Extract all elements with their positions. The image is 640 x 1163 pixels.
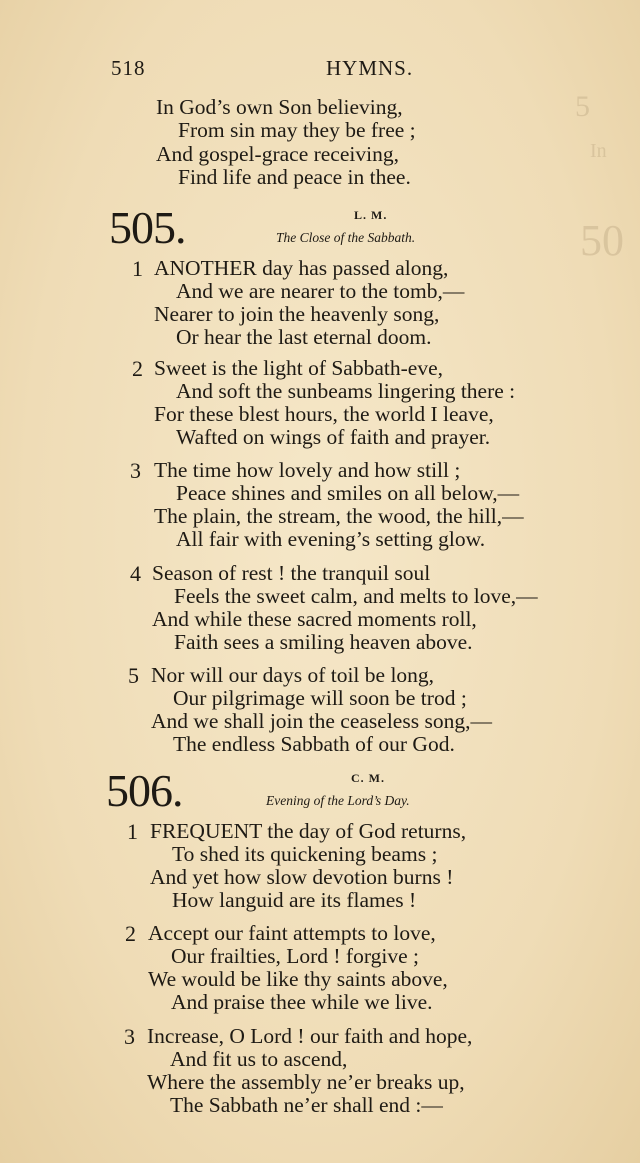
verse-line: Our pilgrimage will soon be trod ; — [173, 686, 467, 710]
verse-line: Season of rest ! the tranquil soul — [152, 561, 431, 585]
verse-line: And we shall join the ceaseless song,— — [151, 709, 492, 733]
hymn-meter: L. M. — [354, 208, 388, 222]
verse-line: Nor will our days of toil be long, — [151, 663, 435, 687]
verse-line: And fit us to ascend, — [170, 1047, 348, 1071]
verse-line: The Sabbath ne’er shall end :— — [170, 1093, 443, 1117]
stanza-number: 1 — [127, 819, 138, 844]
verse-line: From sin may they be free ; — [178, 118, 416, 142]
verse-line: And gospel-grace receiving, — [156, 142, 399, 166]
verse-line: We would be like thy saints above, — [148, 967, 448, 991]
running-title: HYMNS. — [326, 56, 414, 80]
stanza-number: 2 — [125, 921, 136, 946]
verse-line: Peace shines and smiles on all below,— — [176, 481, 520, 505]
verse-line: And we are nearer to the tomb,— — [176, 279, 465, 303]
stanza-number: 1 — [132, 256, 143, 281]
verse-line: How languid are its flames ! — [172, 888, 417, 912]
verse-line: Increase, O Lord ! our faith and hope, — [147, 1024, 473, 1048]
verse-line: Or hear the last eternal doom. — [176, 325, 432, 349]
verse-line: And praise thee while we live. — [171, 990, 433, 1014]
bleed-through: In — [590, 140, 607, 162]
hymn-number: 506. — [106, 765, 183, 816]
hymn-title: Evening of the Lord’s Day. — [266, 793, 410, 808]
verse-line: Faith sees a smiling heaven above. — [174, 630, 473, 654]
verse-line: Accept our faint attempts to love, — [148, 921, 436, 945]
verse-line: And yet how slow devotion burns ! — [150, 865, 454, 889]
hymn-title: The Close of the Sabbath. — [276, 230, 416, 245]
verse-line: And while these sacred moments roll, — [152, 607, 477, 631]
stanza-number: 5 — [128, 663, 139, 688]
verse-line: For these blest hours, the world I leave, — [154, 402, 494, 426]
verse-line: In God’s own Son believing, — [156, 95, 403, 119]
verse-line: And soft the sunbeams lingering there : — [176, 379, 516, 403]
verse-line: Sweet is the light of Sabbath-eve, — [154, 356, 443, 380]
verse-line: The time how lovely and how still ; — [154, 458, 461, 482]
verse-line: All fair with evening’s setting glow. — [176, 527, 486, 551]
verse-line: FREQUENT the day of God returns, — [150, 819, 467, 843]
verse-line: Wafted on wings of faith and prayer. — [176, 425, 491, 449]
bleed-through: 50 — [580, 216, 624, 265]
verse-line: Our frailties, Lord ! forgive ; — [171, 944, 419, 968]
verse-line: Find life and peace in thee. — [178, 165, 411, 189]
verse-line: Feels the sweet calm, and melts to love,— — [174, 584, 538, 608]
verse-line: Where the assembly ne’er breaks up, — [147, 1070, 465, 1094]
verse-line: The endless Sabbath of our God. — [173, 732, 455, 756]
verse-line: ANOTHER day has passed along, — [154, 256, 449, 280]
page-number: 518 — [111, 56, 146, 80]
verse-line: The plain, the stream, the wood, the hill,— — [154, 504, 524, 528]
stanza-number: 2 — [132, 356, 143, 381]
verse-line: To shed its quickening beams ; — [172, 842, 438, 866]
stanza-number: 3 — [130, 458, 141, 483]
bleed-through: 5 — [575, 90, 590, 123]
hymn-meter: C. M. — [351, 771, 385, 785]
stanza-number: 4 — [130, 561, 141, 586]
hymn-number: 505. — [109, 202, 186, 253]
stanza-number: 3 — [124, 1024, 135, 1049]
verse-line: Nearer to join the heavenly song, — [154, 302, 440, 326]
